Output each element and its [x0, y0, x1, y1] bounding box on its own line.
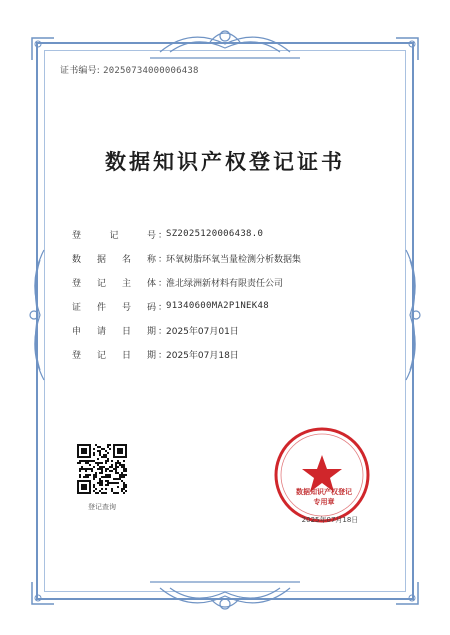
field-value: SZ2025120006438.0: [166, 229, 264, 239]
field-value: 淮北绿洲新材料有限责任公司: [166, 278, 284, 289]
certificate-number-value: 20250734000006438: [103, 66, 199, 76]
qr-caption: 登记查询: [88, 503, 116, 511]
field-label: [72, 300, 158, 313]
field-label: [72, 252, 158, 265]
field-label-char: 证: [72, 302, 82, 313]
field-label-char: 日: [121, 350, 131, 361]
seal-text: [286, 487, 362, 507]
top-ornament-icon: [150, 22, 300, 62]
field-row: [72, 342, 402, 366]
field-value: 91340600MA2P1NEK48: [166, 301, 269, 311]
corner-ornament-icon: [30, 580, 56, 606]
field-label-char: 申: [72, 326, 82, 337]
field-row: [72, 318, 402, 342]
field-row: [72, 270, 402, 294]
field-label-char: 体: [146, 278, 156, 289]
field-label: [72, 324, 158, 337]
corner-ornament-icon: [394, 36, 420, 62]
official-seal-icon: [272, 425, 372, 525]
field-value: 2025年07月01日: [166, 326, 239, 337]
field-label-char: 期: [146, 350, 156, 361]
field-label-char: 号: [146, 230, 156, 241]
field-label-char: 记: [109, 230, 119, 241]
field-label-char: 号: [121, 302, 131, 313]
corner-ornament-icon: [394, 580, 420, 606]
field-label-char: 称: [146, 254, 156, 265]
field-label-char: 登: [72, 230, 82, 241]
field-label: [72, 228, 158, 241]
field-row: [72, 222, 402, 246]
field-colon: ：: [158, 350, 168, 361]
field-label-char: 数: [72, 254, 82, 265]
field-colon: ：: [158, 254, 168, 265]
certificate-title: 数据知识产权登记证书: [105, 149, 345, 174]
corner-ornament-icon: [30, 36, 56, 62]
field-colon: ：: [158, 230, 168, 241]
qr-code-icon: [77, 444, 127, 494]
certificate-fields: [72, 222, 402, 366]
seal-line-1: 数据知识产权登记: [296, 488, 352, 496]
field-label-char: 登: [72, 350, 82, 361]
field-label-char: 据: [96, 254, 106, 265]
field-label-char: 码: [146, 302, 156, 313]
field-value: 2025年07月18日: [166, 350, 239, 361]
field-label-char: 期: [146, 326, 156, 337]
field-label: [72, 276, 158, 289]
field-colon: ：: [158, 302, 168, 313]
field-label: [72, 348, 158, 361]
field-label-char: 件: [96, 302, 106, 313]
field-label-char: 记: [96, 350, 106, 361]
field-label-char: 日: [121, 326, 131, 337]
field-colon: ：: [158, 278, 168, 289]
field-label-char: 名: [121, 254, 131, 265]
left-ornament-icon: [26, 240, 50, 390]
field-label-char: 登: [72, 278, 82, 289]
certificate-number-label: 证书编号:: [60, 66, 101, 76]
bottom-ornament-icon: [150, 578, 300, 618]
field-label-char: 主: [121, 278, 131, 289]
field-value: 环氧树脂环氧当量检测分析数据集: [166, 254, 302, 265]
seal-line-2: 专用章: [313, 498, 335, 506]
right-ornament-icon: [400, 240, 424, 390]
seal-date: 2025年07月18日: [301, 516, 359, 524]
field-label-char: 记: [96, 278, 106, 289]
field-row: [72, 294, 402, 318]
field-row: [72, 246, 402, 270]
certificate-number: [60, 63, 199, 76]
field-colon: ：: [158, 326, 168, 337]
field-label-char: 请: [96, 326, 106, 337]
